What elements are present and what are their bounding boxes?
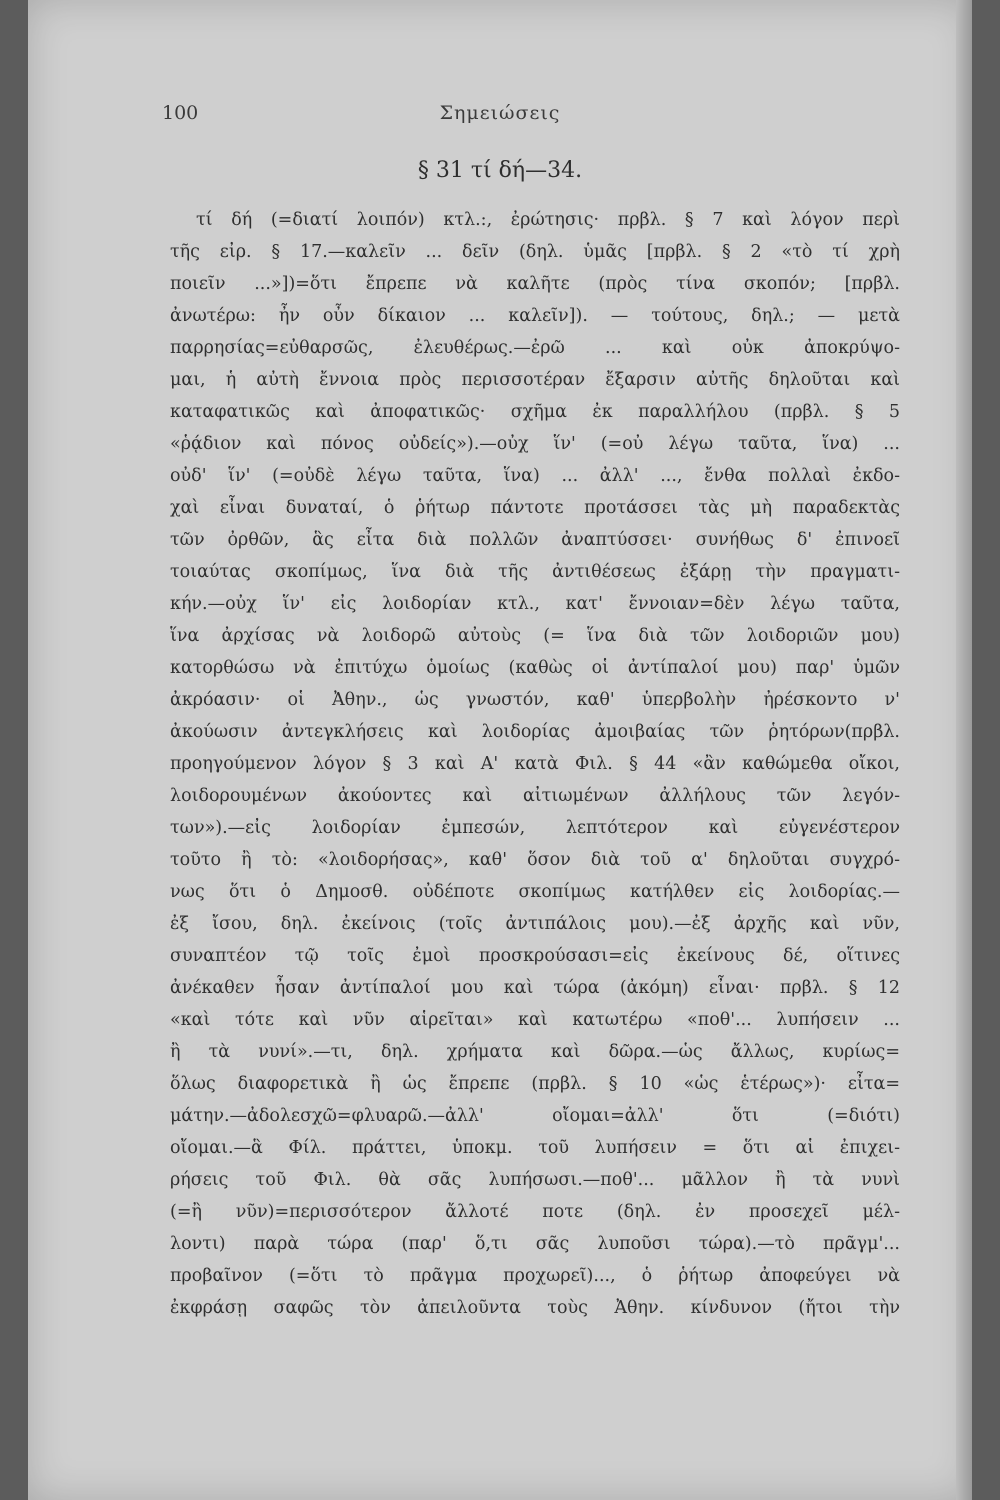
- page-number: 100: [162, 102, 199, 124]
- text-line: ἀνέκαθεν ἦσαν ἀντίπαλοί μου καὶ τώρα (ἀκόμη) εἶναι· πρβλ. § 12: [170, 978, 900, 998]
- text-line: τῆς εἰρ. § 17.—καλεῖν ... δεῖν (δηλ. ὑμᾶς [πρβλ. § 2 «τὸ τί χρὴ: [170, 242, 900, 262]
- text-line: τῶν ὀρθῶν, ἃς εἶτα διὰ πολλῶν ἀναπτύσσει· συνήθως δ' ἐπινοεῖ: [170, 530, 900, 550]
- text-line: νως ὅτι ὁ Δημοσθ. οὐδέποτε σκοπίμως κατήλθεν εἰς λοιδορίας.—: [170, 882, 900, 902]
- commentary-body: [170, 204, 900, 1324]
- text-line: οὐδ' ἵν' (=οὐδὲ λέγω ταῦτα, ἵνα) ... ἀλλ' ..., ἔνθα πολλαὶ ἐκδο-: [170, 466, 900, 486]
- text-line: τί δή (=διατί λοιπόν) κτλ.:, ἐρώτησις· πρβλ. § 7 καὶ λόγον περὶ: [196, 210, 900, 230]
- text-line: ποιεῖν ...»])=ὅτι ἔπρεπε νὰ καλῆτε (πρὸς τίνα σκοπόν; [πρβλ.: [170, 274, 900, 294]
- text-line: ἀκούωσιν ἀντεγκλήσεις καὶ λοιδορίας ἀμοιβαίας τῶν ῥητόρων(πρβλ.: [170, 722, 900, 742]
- text-line: «καὶ τότε καὶ νῦν αἱρεῖται» καὶ κατωτέρω «ποθ'... λυπήσειν ...: [170, 1010, 900, 1030]
- text-line: οἴομαι.—ἃ Φίλ. πράττει, ὑποκμ. τοῦ λυπήσειν = ὅτι αἱ ἐπιχει-: [170, 1138, 900, 1158]
- text-line: ἀκρόασιν· οἱ Ἀθην., ὡς γνωστόν, καθ' ὑπερβολὴν ἠρέσκοντο ν': [170, 690, 900, 710]
- text-line: ὅλως διαφορετικὰ ἢ ὡς ἔπρεπε (πρβλ. § 10 «ὡς ἑτέρως»)· εἶτα=: [170, 1074, 900, 1094]
- text-line: τοιαύτας σκοπίμως, ἵνα διὰ τῆς ἀντιθέσεως ἐξάρῃ τὴν πραγματι-: [170, 562, 900, 582]
- text-line: προηγούμενον λόγον § 3 καὶ Α' κατὰ Φιλ. § 44 «ἂν καθώμεθα οἴκοι,: [170, 754, 900, 774]
- section-heading: § 31 τί δή—34.: [417, 158, 583, 183]
- text-line: κατορθώσω νὰ ἐπιτύχω ὁμοίως (καθὼς οἱ ἀντίπαλοί μου) παρ' ὑμῶν: [170, 658, 900, 678]
- text-line: χαὶ εἶναι δυναταί, ὁ ῥήτωρ πάντοτε προτάσσει τὰς μὴ παραδεκτὰς: [170, 498, 900, 518]
- text-line: ρήσεις τοῦ Φιλ. θὰ σᾶς λυπήσωσι.—ποθ'... μᾶλλον ἢ τὰ νυνὶ: [170, 1170, 900, 1190]
- text-line: μάτην.—ἀδολεσχῶ=φλυαρῶ.—ἀλλ' οἴομαι=ἀλλ' ὅτι (=διότι): [170, 1106, 900, 1126]
- book-page: [28, 0, 972, 1500]
- text-line: ἢ τὰ νυνί».—τι, δηλ. χρήματα καὶ δῶρα.—ὡς ἄλλως, κυρίως=: [170, 1042, 900, 1062]
- text-line: των»).—εἰς λοιδορίαν ἐμπεσών, λεπτότερον καὶ εὐγενέστερον: [170, 818, 900, 838]
- text-line: (=ἢ νῦν)=περισσότερον ἄλλοτέ ποτε (δηλ. ἐν προσεχεῖ μέλ-: [170, 1202, 900, 1222]
- text-line: καταφατικῶς καὶ ἀποφατικῶς· σχῆμα ἐκ παραλλήλου (πρβλ. § 5: [170, 402, 900, 422]
- text-line: τοῦτο ἢ τὸ: «λοιδορήσας», καθ' ὅσον διὰ τοῦ α' δηλοῦται συγχρό-: [170, 850, 900, 870]
- text-line: λοντι) παρὰ τώρα (παρ' ὅ,τι σᾶς λυποῦσι τώρα).—τὸ πρᾶγμ'...: [170, 1234, 900, 1254]
- text-line: ἀνωτέρω: ἦν οὖν δίκαιον ... καλεῖν]). — τούτους, δηλ.; — μετὰ: [170, 306, 900, 326]
- text-line: λοιδορουμένων ἀκούοντες καὶ αἰτιωμένων ἀλλήλους τῶν λεγόν-: [170, 786, 900, 806]
- running-title: Σημειώσεις: [439, 102, 561, 124]
- text-line: κήν.—οὐχ ἵν' εἰς λοιδορίαν κτλ., κατ' ἔννοιαν=δὲν λέγω ταῦτα,: [170, 594, 900, 614]
- text-line: μαι, ἡ αὐτὴ ἔννοια πρὸς περισσοτέραν ἔξαρσιν αὐτῆς δηλοῦται καὶ: [170, 370, 900, 390]
- text-line: παρρησίας=εὐθαρσῶς, ἐλευθέρως.—ἐρῶ ... καὶ οὐκ ἀποκρύψο-: [170, 338, 900, 358]
- text-line: ἵνα ἀρχίσας νὰ λοιδορῶ αὐτοὺς (= ἵνα διὰ τῶν λοιδοριῶν μου): [170, 626, 900, 646]
- text-line: προβαῖνον (=ὅτι τὸ πρᾶγμα προχωρεῖ)..., ὁ ῥήτωρ ἀποφεύγει νὰ: [170, 1266, 900, 1286]
- text-line: συναπτέον τῷ τοῖς ἐμοὶ προσκρούσασι=εἰς ἐκείνους δέ, οἵτινες: [170, 946, 900, 966]
- page-header: [28, 96, 972, 132]
- page-edge: [956, 0, 972, 1500]
- text-line: ἐξ ἴσου, δηλ. ἐκείνοις (τοῖς ἀντιπάλοις μου).—ἐξ ἀρχῆς καὶ νῦν,: [170, 914, 900, 934]
- text-line: ἐκφράσῃ σαφῶς τὸν ἀπειλοῦντα τοὺς Ἀθην. κίνδυνον (ἤτοι τὴν: [170, 1298, 900, 1318]
- text-line: «ῥᾴδιον καὶ πόνος οὐδείς»).—οὐχ ἵν' (=οὐ λέγω ταῦτα, ἵνα) ...: [170, 434, 900, 454]
